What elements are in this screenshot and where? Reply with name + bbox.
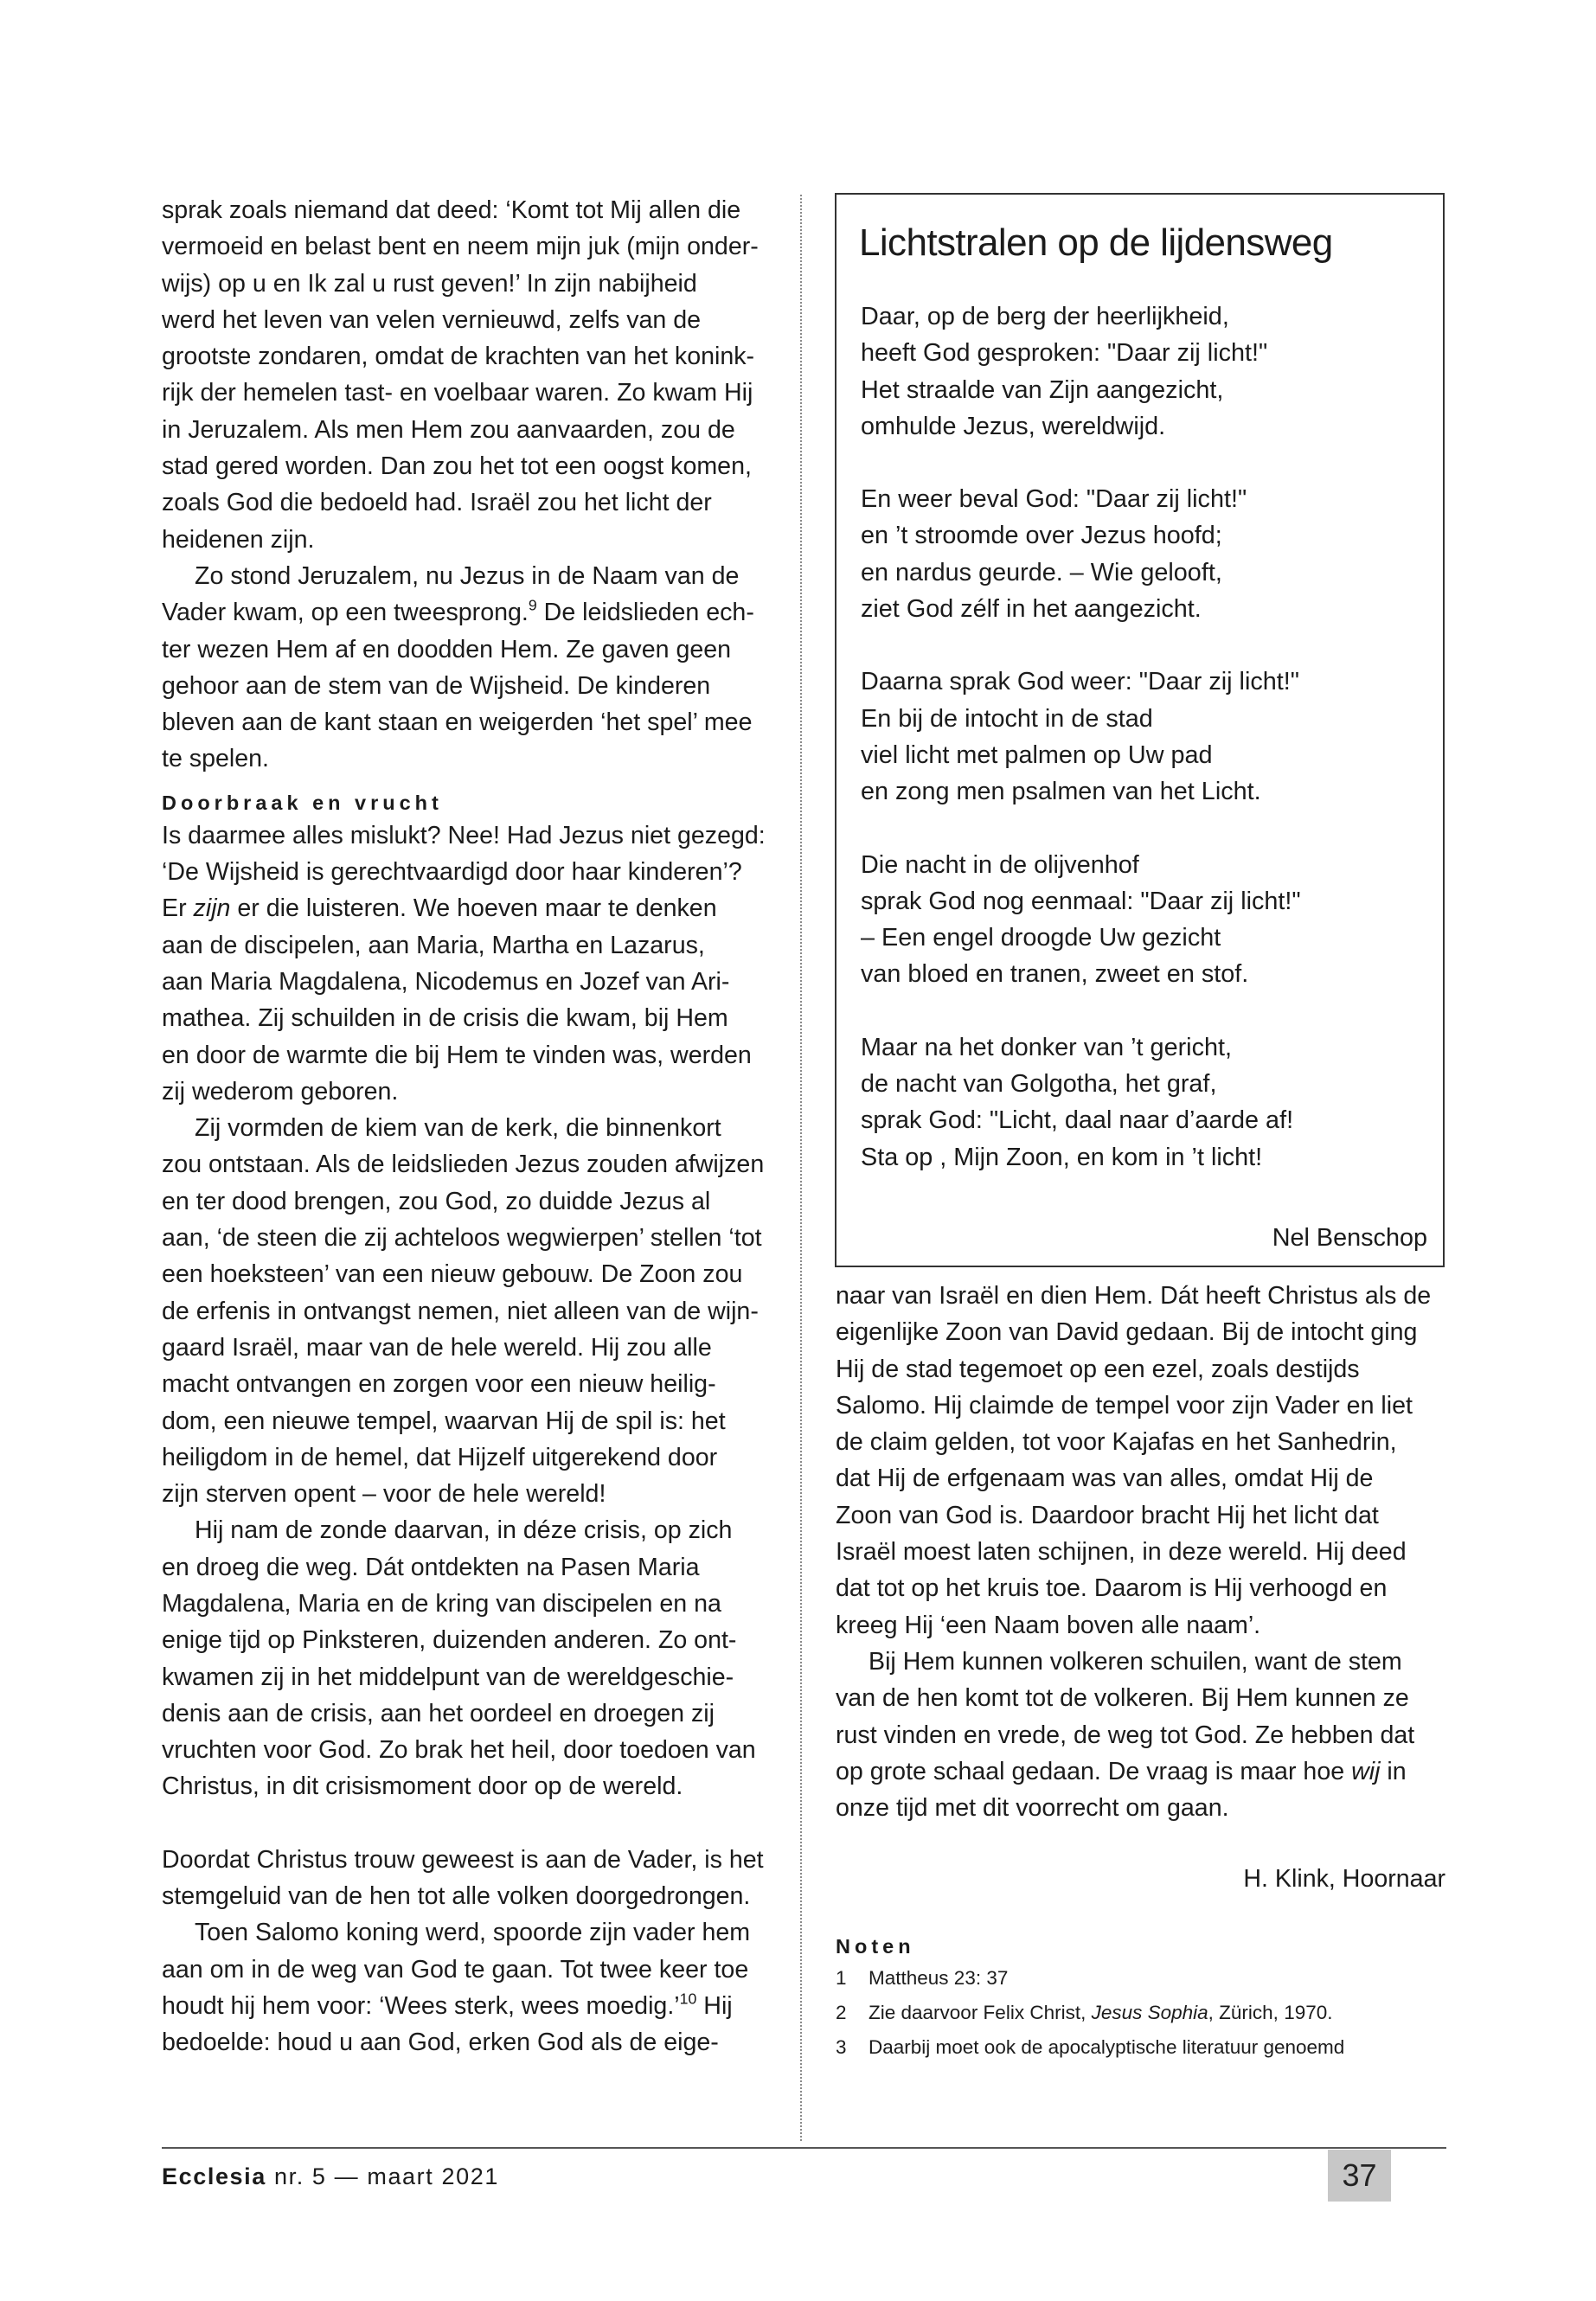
text-line: denis aan de crisis, aan het oordeel en droegen zij <box>162 1699 715 1727</box>
text-line: zoals God die bedoeld had. Israël zou het licht der <box>162 489 712 517</box>
stanza-gap <box>861 627 1301 663</box>
text-line: aan Maria Magdalena, Nicodemus en Jozef van Ari- <box>162 967 730 996</box>
poem-line: Maar na het donker van ’t gericht, <box>861 1033 1232 1061</box>
text-line: een hoeksteen’ van een nieuw gebouw. De Zoon zou <box>162 1260 743 1289</box>
text-span: er die luisteren. We hoeven maar te denken <box>230 894 717 923</box>
paragraph-3 <box>162 817 767 1110</box>
text-line: aan om in de weg van God te gaan. Tot twee keer toe <box>162 1955 749 1984</box>
column-divider <box>800 195 802 2141</box>
paragraph-4 <box>162 1110 767 1512</box>
text-line: dat tot op het kruis toe. Daarom is Hij verhoogd en <box>836 1574 1388 1603</box>
text-span: op grote schaal gedaan. De vraag is maar hoe <box>836 1757 1352 1785</box>
paragraph-continued <box>836 1278 1445 1644</box>
text-line: de claim gelden, tot voor Kajafas en het Sanhedrin, <box>836 1428 1397 1457</box>
poem-line: En weer beval God: "Daar zij licht!" <box>861 485 1247 514</box>
poem-stanza <box>861 663 1301 810</box>
text-line: onze tijd met dit voorrecht om gaan. <box>836 1794 1229 1823</box>
poem-line: sprak God nog eenmaal: "Daar zij licht!" <box>861 887 1301 915</box>
poem-line: en zong men psalmen van het Licht. <box>861 778 1261 806</box>
text-line: bleven aan de kant staan en weigerden ‘het spel’ mee <box>162 708 753 737</box>
note-item <box>836 1996 1445 2030</box>
paragraph-6 <box>162 1842 767 1915</box>
article-signature: H. Klink, Hoornaar <box>1243 1865 1445 1894</box>
text-line: Bij Hem kunnen volkeren schuilen, want de stem <box>869 1647 1402 1676</box>
paragraph-final <box>836 1644 1445 1826</box>
note-text: Mattheus 23: 37 <box>869 1967 1009 1990</box>
text-line: aan de discipelen, aan Maria, Martha en Lazarus, <box>162 931 705 959</box>
text-line: Doordat Christus trouw geweest is aan de Vader, is het <box>162 1845 764 1874</box>
paragraph-7 <box>162 1914 767 2061</box>
text-line: in Jeruzalem. Als men Hem zou aanvaarden, zou de <box>162 415 735 444</box>
text-line: dat Hij de erfgenaam was van alles, omdat Hij de <box>836 1465 1374 1493</box>
text-line: stemgeluid van de hen tot alle volken doorgedrongen. <box>162 1882 751 1911</box>
text-line: Christus, in dit crisismoment door op de wereld. <box>162 1772 683 1801</box>
notes-list <box>836 1961 1445 2065</box>
emphasis: wij <box>1351 1757 1381 1785</box>
text-line: eigenlijke Zoon van David gedaan. Bij de intocht ging <box>836 1318 1418 1347</box>
paragraph-gap <box>162 1805 767 1842</box>
text-line: dom, een nieuwe tempel, waarvan Hij de spil is: het <box>162 1407 726 1435</box>
text-line: Zij vormden de kiem van de kerk, die binnenkort <box>195 1114 721 1143</box>
text-line: Israël moest laten schijnen, in deze wereld. Hij deed <box>836 1538 1407 1567</box>
text-line: te spelen. <box>162 745 269 773</box>
poem-body <box>861 298 1301 1176</box>
text-line: de erfenis in ontvangst nemen, niet alleen van de wijn- <box>162 1297 759 1325</box>
paragraph-1 <box>162 192 767 558</box>
poem-line: ziet God zélf in het aangezicht. <box>861 595 1202 624</box>
poem-line: – Een engel droogde Uw gezicht <box>861 924 1221 952</box>
section-heading: Doorbraak en vrucht <box>162 791 443 814</box>
poem-line: viel licht met palmen op Uw pad <box>861 740 1213 769</box>
note-item <box>836 1961 1445 1996</box>
page-number: 37 <box>1328 2150 1391 2202</box>
note-number: 3 <box>836 2036 847 2059</box>
poem-stanza <box>861 481 1301 627</box>
text-span: De leidslieden ech- <box>536 599 754 627</box>
magazine-name: Ecclesia <box>162 2163 266 2189</box>
text-line: wijs) op u en Ik zal u rust geven!’ In zijn nabijheid <box>162 269 697 298</box>
text-line: zij wederom geboren. <box>162 1077 399 1106</box>
note-number: 1 <box>836 1967 847 1990</box>
footnote-ref-10: 10 <box>679 1990 697 2008</box>
text-line: kwamen zij in het middelpunt van de wereldgeschie- <box>162 1663 734 1691</box>
text-line: sprak zoals niemand dat deed: ‘Komt tot Mij allen die <box>162 196 741 224</box>
text-line: enige tijd op Pinksteren, duizenden anderen. Zo ont- <box>162 1626 737 1655</box>
text-span: Hij <box>696 1991 733 2020</box>
text-span: Vader kwam, op een tweesprong. <box>162 599 529 627</box>
text-line: en droeg die weg. Dát ontdekten na Pasen Maria <box>162 1553 700 1581</box>
text-line: van de hen komt tot de volkeren. Bij Hem kunnen ze <box>836 1684 1409 1713</box>
stanza-gap <box>861 445 1301 481</box>
poem-box <box>835 193 1445 1267</box>
text-span: houdt hij hem voor: ‘Wees sterk, wees moedig.’ <box>162 1991 680 2020</box>
text-line: Is daarmee alles mislukt? Nee! Had Jezus niet gezegd: <box>162 821 766 849</box>
text-span: in <box>1380 1757 1407 1785</box>
text-line: Hij de stad tegemoet op een ezel, zoals destijds <box>836 1355 1360 1383</box>
text-line: Magdalena, Maria en de kring van discipelen en na <box>162 1589 721 1618</box>
poem-title: Lichtstralen op de lijdensweg <box>859 221 1333 264</box>
poem-line: van bloed en tranen, zweet en stof. <box>861 960 1249 989</box>
text-line: rijk der hemelen tast- en voelbaar waren. Zo kwam Hij <box>162 379 753 407</box>
text-line: mathea. Zij schuilden in de crisis die kwam, bij Hem <box>162 1004 728 1033</box>
poem-line: Sta op , Mijn Zoon, en kom in ’t licht! <box>861 1143 1263 1171</box>
poem-stanza <box>861 298 1301 445</box>
poem-line: Daar, op de berg der heerlijkheid, <box>861 303 1229 330</box>
text-line: zou ontstaan. Als de leidslieden Jezus zouden afwijzen <box>162 1150 765 1179</box>
text-line: werd het leven van velen vernieuwd, zelfs van de <box>162 305 702 334</box>
text-line <box>162 890 767 926</box>
text-line: grootste zondaren, omdat de krachten van het konink- <box>162 343 755 371</box>
poem-line: omhulde Jezus, wereldwijd. <box>861 412 1166 440</box>
poem-line: En bij de intocht in de stad <box>861 704 1153 733</box>
poem-line: Die nacht in de olijvenhof <box>861 850 1139 879</box>
text-line: Hij nam de zonde daarvan, in déze crisis, op zich <box>195 1516 733 1545</box>
text-line: en door de warmte die bij Hem te vinden was, werden <box>162 1041 752 1069</box>
stanza-gap <box>861 811 1301 847</box>
text-line: en ter dood brengen, zou God, zo duidde Jezus al <box>162 1187 711 1215</box>
text-line: ter wezen Hem af en doodden Hem. Ze gaven geen <box>162 635 732 663</box>
text-line <box>162 1988 767 2024</box>
footer-rule <box>162 2147 1446 2149</box>
text-line: kreeg Hij ‘een Naam boven alle naam’. <box>836 1611 1261 1639</box>
text-line <box>162 594 767 631</box>
text-line: gaard Israël, maar van de hele wereld. Hij zou alle <box>162 1333 712 1362</box>
text-line: zijn sterven opent – voor de hele wereld! <box>162 1480 606 1509</box>
emphasis: zijn <box>193 894 231 923</box>
note-text: Daarbij moet ook de apocalyptische literatuur genoemd <box>869 2036 1345 2059</box>
text-line: rust vinden en vrede, de weg tot God. Ze hebben dat <box>836 1721 1415 1749</box>
text-line: Zoon van God is. Daardoor bracht Hij het licht dat <box>836 1501 1379 1529</box>
text-line: Zo stond Jeruzalem, nu Jezus in de Naam van de <box>195 561 740 590</box>
text-line: stad gered worden. Dan zou het tot een oogst komen, <box>162 452 752 481</box>
text-line: aan, ‘de steen die zij achteloos wegwierpen’ stellen ‘tot <box>162 1224 762 1253</box>
text-line: vruchten voor God. Zo brak het heil, door toedoen van <box>162 1736 756 1765</box>
left-column <box>162 192 767 2061</box>
text-line: bedoelde: houd u aan God, erken God als de eige- <box>162 2029 719 2057</box>
text-line: Salomo. Hij claimde de tempel voor zijn Vader en liet <box>836 1391 1413 1420</box>
text-span: Er <box>162 894 194 923</box>
poem-line: Daarna sprak God weer: "Daar zij licht!" <box>861 668 1299 696</box>
text-line <box>836 1753 1445 1790</box>
notes-heading: Noten <box>836 1935 915 1958</box>
poem-stanza <box>861 847 1301 993</box>
text-line: heiligdom in de hemel, dat Hijzelf uitgerekend door <box>162 1443 718 1471</box>
footer-publication <box>162 2159 499 2194</box>
poem-author: Nel Benschop <box>1272 1224 1427 1252</box>
text-line: gehoor aan de stem van de Wijsheid. De kinderen <box>162 671 711 700</box>
note-number: 2 <box>836 2002 847 2024</box>
footnote-ref-9: 9 <box>528 596 537 614</box>
stanza-gap <box>861 993 1301 1029</box>
poem-line: de nacht van Golgotha, het graf, <box>861 1070 1217 1099</box>
poem-line: sprak God: "Licht, daal naar d’aarde af! <box>861 1106 1294 1135</box>
paragraph-2 <box>162 558 767 778</box>
poem-line: heeft God gesproken: "Daar zij licht!" <box>861 339 1268 368</box>
note-item <box>836 2030 1445 2065</box>
right-column <box>836 1278 1445 2065</box>
emphasis: Jesus Sophia <box>1091 2002 1208 2024</box>
poem-line: en nardus geurde. – Wie gelooft, <box>861 558 1222 586</box>
issue-info: nr. 5 — maart 2021 <box>266 2163 499 2189</box>
poem-line: Het straalde van Zijn aangezicht, <box>861 375 1224 404</box>
text-line: Toen Salomo koning werd, spoorde zijn vader hem <box>195 1919 751 1947</box>
paragraph-5 <box>162 1512 767 1804</box>
note-text: , Zürich, 1970. <box>1208 2002 1333 2024</box>
poem-line: en ’t stroomde over Jezus hoofd; <box>861 522 1222 550</box>
text-line: macht ontvangen en zorgen voor een nieuw heilig- <box>162 1370 716 1399</box>
text-line: naar van Israël en dien Hem. Dát heeft Christus als de <box>836 1282 1432 1310</box>
text-line: heidenen zijn. <box>162 525 315 554</box>
poem-stanza <box>861 1029 1301 1176</box>
note-text: Zie daarvoor Felix Christ, <box>869 2002 1092 2024</box>
text-line: ‘De Wijsheid is gerechtvaardigd door haar kinderen’? <box>162 858 742 887</box>
text-line: vermoeid en belast bent en neem mijn juk (mijn onder- <box>162 233 759 261</box>
